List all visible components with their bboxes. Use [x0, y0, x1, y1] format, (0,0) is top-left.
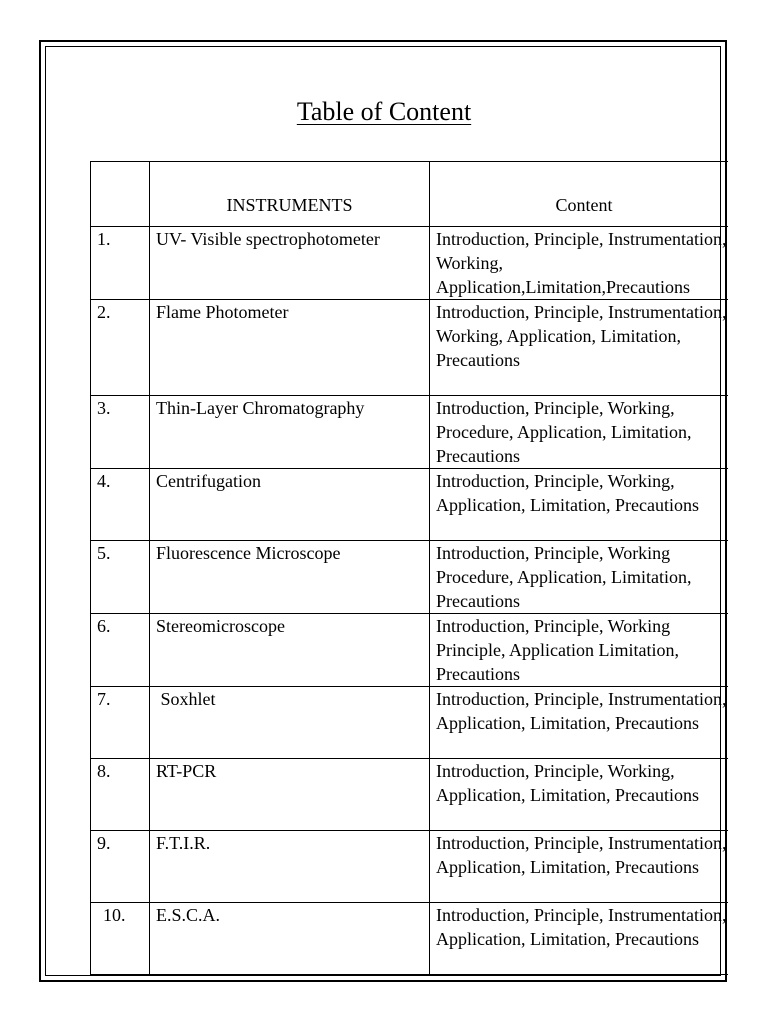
- row-content: Introduction, Principle, Working, Application, Limitation, Precautions: [430, 759, 729, 831]
- row-number: 6.: [91, 614, 150, 687]
- table-row: [91, 469, 729, 541]
- table-row: [91, 227, 729, 300]
- row-content: Introduction, Principle, Working Principle, Application Limitation, Precautions: [430, 614, 729, 687]
- row-instrument: RT-PCR: [150, 759, 430, 831]
- row-number: 2.: [91, 300, 150, 396]
- row-content: Introduction, Principle, Instrumentation, Working, Application, Limitation, Precautions: [430, 300, 729, 396]
- table-row: [91, 903, 729, 975]
- row-number: 8.: [91, 759, 150, 831]
- row-instrument: E.S.C.A.: [150, 903, 430, 975]
- header-number: [91, 162, 150, 227]
- header-instruments: INSTRUMENTS: [150, 162, 430, 227]
- row-instrument: F.T.I.R.: [150, 831, 430, 903]
- table-row: [91, 759, 729, 831]
- row-number: 9.: [91, 831, 150, 903]
- table-row: [91, 687, 729, 759]
- row-content: Introduction, Principle, Working, Application, Limitation, Precautions: [430, 469, 729, 541]
- row-instrument: Stereomicroscope: [150, 614, 430, 687]
- table-row: [91, 541, 729, 614]
- row-content: Introduction, Principle, Working Procedure, Application, Limitation, Precautions: [430, 541, 729, 614]
- row-number: 7.: [91, 687, 150, 759]
- row-number: 10.: [91, 903, 150, 975]
- row-content: Introduction, Principle, Working, Procedure, Application, Limitation, Precautions: [430, 396, 729, 469]
- toc-table: [90, 161, 728, 975]
- page-title: Table of Content: [296, 97, 472, 126]
- table-row: [91, 614, 729, 687]
- row-number: 5.: [91, 541, 150, 614]
- row-number: 4.: [91, 469, 150, 541]
- row-instrument: Centrifugation: [150, 469, 430, 541]
- row-number: 3.: [91, 396, 150, 469]
- table-row: [91, 831, 729, 903]
- table-body: [91, 227, 729, 975]
- header-content: Content: [430, 162, 729, 227]
- table-row: [91, 300, 729, 396]
- row-instrument: Flame Photometer: [150, 300, 430, 396]
- row-number: 1.: [91, 227, 150, 300]
- row-content: Introduction, Principle, Instrumentation, Application, Limitation, Precautions: [430, 687, 729, 759]
- row-instrument: Thin-Layer Chromatography: [150, 396, 430, 469]
- table-header-row: [91, 162, 729, 227]
- row-instrument: UV- Visible spectrophotometer: [150, 227, 430, 300]
- table-row: [91, 396, 729, 469]
- row-content: Introduction, Principle, Instrumentation, Working, Application,Limitation,Precautions: [430, 227, 729, 300]
- row-content: Introduction, Principle, Instrumentation, Application, Limitation, Precautions: [430, 903, 729, 975]
- row-content: Introduction, Principle, Instrumentation, Application, Limitation, Precautions: [430, 831, 729, 903]
- row-instrument: Fluorescence Microscope: [150, 541, 430, 614]
- row-instrument: Soxhlet: [150, 687, 430, 759]
